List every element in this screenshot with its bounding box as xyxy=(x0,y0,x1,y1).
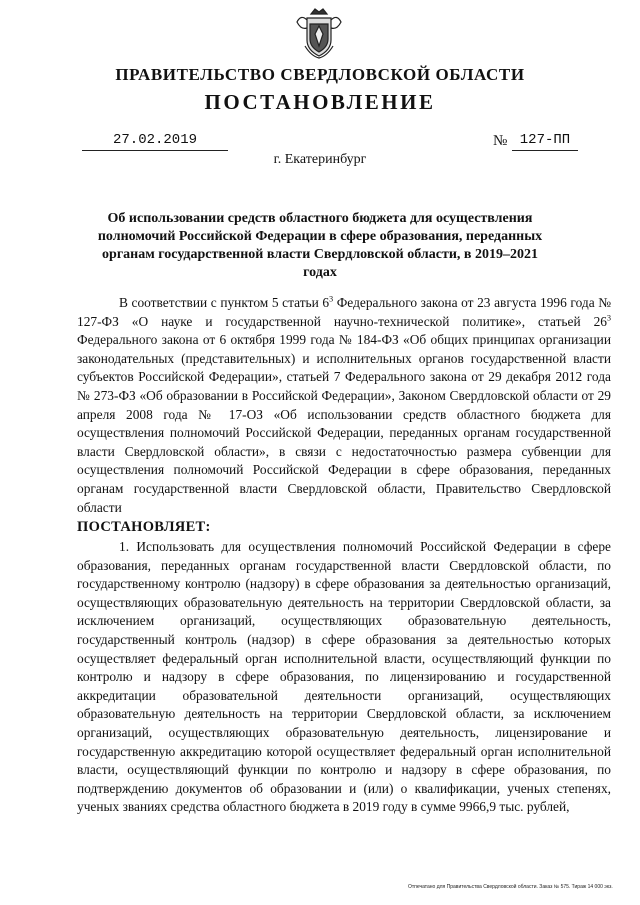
coat-of-arms-icon xyxy=(295,6,343,60)
superscript-1: 3 xyxy=(329,294,334,304)
preamble-text-1: В соответствии с пунктом 5 статьи 6 xyxy=(119,295,330,310)
document-type: ПОСТАНОВЛЕНИЕ xyxy=(204,90,436,114)
superscript-2: 3 xyxy=(607,313,611,323)
resolves-heading: ПОСТАНОВЛЯЕТ: xyxy=(77,519,211,535)
preamble-text-2: Федерального закона от 23 августа 1996 года № 127-ФЗ «О науке и государственной научно-технической политике», статьей 26 xyxy=(77,295,612,329)
item-1-paragraph: 1. Использовать для осуществления полномочий Российской Федерации в сфере образования, переданных органам государственной власти Свердловской области, по государственному контролю (надзору) в сфере образования за деятельностью организаций, осуществляющих образовательную деятельность на территории Свердловской области, за исключением организаций, осуществляющих образовательную деятельность, государственный контроль (надзор) в сфере образования за деятельностью которых осуществляет федеральный орган исполнительной власти, осуществляющий функции по контролю и надзору в сфере образования, по лицензированию и государственной аккредитации образовательной деятельности организаций, осуществляющих образовательную деятельность на территории Свердловской области, за исключением организаций, осуществляющих образовательную деятельность, лицензирование и государственную аккредитацию которой осуществляет федеральный орган исполнительной власти, осуществляющий функции по контролю и надзору в сфере образования, по подтверждению документов об образовании и (или) о квалификации, ученых степенях, ученых званиях средства областного бюджета в 2019 году в сумме 9966,9 тыс. рублей, xyxy=(77,539,611,815)
number-sign: № xyxy=(493,133,508,149)
preamble-text-3: Федерального закона от 6 октября 1999 года № 184-ФЗ «Об общих принципах организации законодательных (представительных) и исполнительных органов государственной власти субъектов Российской Федерации», статьей 7 Федерального закона от 29 декабря 2012 года № 273-ФЗ «Об образовании в Российской Федерации», Законом Свердловской области от 29 апреля 2008 года № 17-ОЗ «Об использовании средств областного бюджета для осуществления полномочий Российской Федерации, переданных органам государственной власти Свердловской области», в связи с недостаточностью размера субвенции для осуществления полномочий Российской Федерации в сфере образования, переданных органам государственной власти Свердловской области, Правительство Свердловской области xyxy=(77,332,611,515)
document-title: Об использовании средств областного бюджета для осуществления полномочий Российской Федерации в сфере образования, переданных органам государственной власти Свердловской области, в 2019–2021 годах xyxy=(97,211,543,280)
document-number: 127-ПП xyxy=(512,132,578,151)
document-city: г. Екатеринбург xyxy=(273,152,367,167)
document-date: 27.02.2019 xyxy=(82,132,228,151)
government-name: ПРАВИТЕЛЬСТВО СВЕРДЛОВСКОЙ ОБЛАСТИ xyxy=(115,65,525,84)
preamble-paragraph xyxy=(77,294,611,517)
print-footer: Отпечатано для Правительства Свердловской области. Заказ № 575. Тираж 14 000 экз. xyxy=(408,884,613,890)
